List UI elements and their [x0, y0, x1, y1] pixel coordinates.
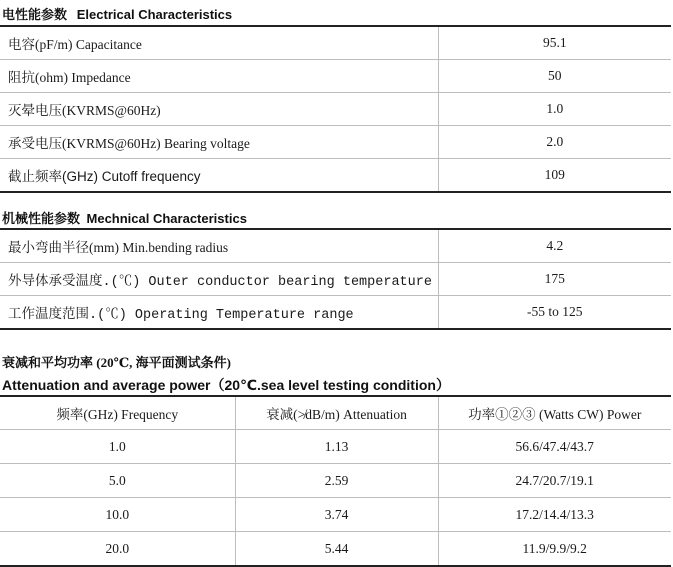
electrical-label-3: 承受电压(KVRMS@60Hz) Bearing voltage [0, 126, 438, 159]
table-header-row [0, 396, 671, 430]
attenuation-title-en: Attenuation and average power（20℃.sea level testing condition） [2, 377, 450, 393]
power-cell: 11.9/9.9/9.2 [438, 532, 671, 567]
electrical-title-en: Electrical Characteristics [76, 7, 233, 22]
electrical-heading [2, 4, 232, 23]
electrical-table [0, 25, 671, 193]
electrical-label-1: 阻抗(ohm) Impedance [0, 60, 438, 93]
attenuation-table [0, 395, 671, 567]
mechanical-value-2: -55 to 125 [438, 296, 671, 330]
table-row [0, 93, 671, 126]
electrical-value-1: 50 [438, 60, 671, 93]
attenuation-title-cn: 衰减和平均功率 (20℃, 海平面测试条件) [2, 355, 231, 370]
header-attenuation: 衰减(≯dB/m) Attenuation [235, 396, 438, 430]
mechanical-label-1: 外导体承受温度.(℃) Outer conductor bearing temperature [0, 263, 438, 296]
header-power: 功率①②③ (Watts CW) Power [438, 396, 671, 430]
electrical-title-cn: 电性能参数 [2, 7, 68, 22]
mechanical-label-0: 最小弯曲半径(mm) Min.bending radius [0, 229, 438, 263]
table-row [0, 126, 671, 159]
mechanical-label-2: 工作温度范围.(℃) Operating Temperature range [0, 296, 438, 330]
mechanical-table [0, 228, 671, 330]
electrical-value-0: 95.1 [438, 26, 671, 60]
header-frequency: 频率(GHz) Frequency [0, 396, 235, 430]
table-row [0, 159, 671, 193]
table-row [0, 229, 671, 263]
frequency-cell: 10.0 [0, 498, 235, 532]
power-cell: 56.6/47.4/43.7 [438, 430, 671, 464]
electrical-label-0: 电容(pF/m) Capacitance [0, 26, 438, 60]
frequency-cell: 20.0 [0, 532, 235, 567]
table-row [0, 430, 671, 464]
attenuation-cell: 1.13 [235, 430, 438, 464]
attenuation-cell: 5.44 [235, 532, 438, 567]
table-row [0, 296, 671, 330]
electrical-label-4: 截止频率(GHz) Cutoff frequency [0, 159, 438, 193]
electrical-value-3: 2.0 [438, 126, 671, 159]
attenuation-heading-cn [2, 352, 231, 371]
power-cell: 24.7/20.7/19.1 [438, 464, 671, 498]
table-row [0, 263, 671, 296]
mechanical-title-en: Mechnical Characteristics [86, 211, 247, 226]
electrical-label-2: 灭晕电压(KVRMS@60Hz) [0, 93, 438, 126]
table-row [0, 60, 671, 93]
table-row [0, 498, 671, 532]
attenuation-heading-en [2, 375, 450, 395]
table-row [0, 26, 671, 60]
electrical-value-2: 1.0 [438, 93, 671, 126]
mechanical-value-1: 175 [438, 263, 671, 296]
attenuation-cell: 2.59 [235, 464, 438, 498]
attenuation-cell: 3.74 [235, 498, 438, 532]
frequency-cell: 5.0 [0, 464, 235, 498]
electrical-value-4: 109 [438, 159, 671, 193]
mechanical-heading [2, 208, 247, 227]
power-cell: 17.2/14.4/13.3 [438, 498, 671, 532]
mechanical-value-0: 4.2 [438, 229, 671, 263]
table-row [0, 532, 671, 567]
mechanical-title-cn: 机械性能参数 [2, 211, 81, 226]
frequency-cell: 1.0 [0, 430, 235, 464]
table-row [0, 464, 671, 498]
